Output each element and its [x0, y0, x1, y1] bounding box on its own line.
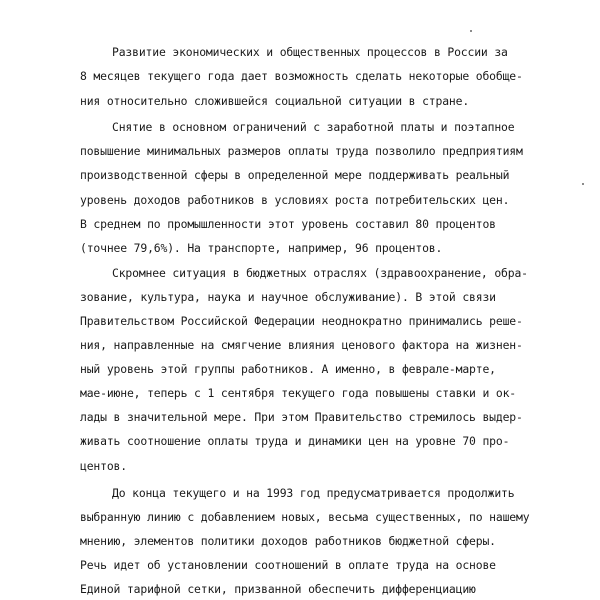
text-line: уровень доходов работников в условиях роста потребительских цен. — [80, 193, 510, 207]
text-line: ния, направленные на смягчение влияния ценового фактора на жизнен- — [80, 338, 523, 352]
text-line: Снятие в основном ограничений с заработной платы и поэтапное — [112, 120, 515, 134]
text-line: Единой тарифной сетки, призванной обеспечить дифференциацию — [80, 582, 476, 596]
text-line: ный уровень этой группы работников. А именно, в феврале-марте, — [80, 362, 496, 376]
text-line: производственной сферы в определенной мере поддерживать реальный — [80, 168, 510, 182]
text-line: зование, культура, наука и научное обслуживание). В этой связи — [80, 290, 496, 304]
text-line: ния относительно сложившейся социальной ситуации в стране. — [80, 94, 470, 108]
text-line: 8 месяцев текущего года дает возможность сделать некоторые обобще- — [80, 69, 523, 83]
text-line: повышение минимальных размеров оплаты труда позволило предприятиям — [80, 144, 523, 158]
text-line: Развитие экономических и общественных процессов в России за — [112, 45, 508, 59]
text-line: Скромнее ситуация в бюджетных отраслях (здравоохранение, обра- — [112, 266, 528, 280]
text-line: Правительством Российской Федерации неоднократно принимались реше- — [80, 314, 523, 328]
text-line: Речь идет об установлении соотношений в оплате труда на основе — [80, 558, 496, 572]
scan-speck — [470, 30, 472, 32]
text-line: выбранную линию с добавлением новых, весьма существенных, по нашему — [80, 510, 530, 524]
text-line: (точнее 79,6%). На транспорте, например, 96 процентов. — [80, 241, 443, 255]
text-line: До конца текущего и на 1993 год предусматривается продолжить — [112, 486, 515, 500]
scan-speck — [582, 183, 584, 185]
text-line: мае-июне, теперь с 1 сентября текущего года повышены ставки и ок- — [80, 386, 517, 400]
text-line: живать соотношение оплаты труда и динамики цен на уровне 70 про- — [80, 434, 510, 448]
text-line: В среднем по промышленности этот уровень составил 80 процентов — [80, 217, 496, 231]
text-line: лады в значительной мере. При этом Правительство стремилось выдер- — [80, 410, 523, 424]
text-line: центов. — [80, 459, 127, 473]
text-line: мнению, элементов политики доходов работников бюджетной сферы. — [80, 534, 496, 548]
